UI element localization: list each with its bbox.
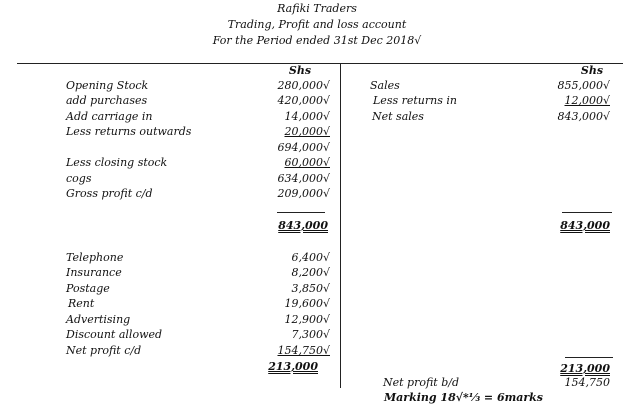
pl-total-left: 213,000 (268, 360, 318, 373)
label-carriage-in: Add carriage in (66, 110, 153, 123)
company-name: Rafiki Traders (277, 2, 357, 15)
trading-total-rule-right (562, 212, 612, 213)
pl-total-right: 213,000 (560, 362, 610, 375)
label-closing-stock: Less closing stock (66, 156, 168, 169)
amount-sales: 855,000√ (557, 79, 610, 92)
label-returns-outwards: Less returns outwards (66, 125, 192, 138)
header-rule (17, 63, 623, 64)
amount-opening-stock: 280,000√ (277, 79, 330, 92)
marking-note: Marking 18√*⅓ = 6marks (384, 391, 544, 404)
amount-purchases: 420,000√ (277, 94, 330, 107)
amount-returns-in: 12,000√ (564, 94, 610, 107)
label-net-profit-cd: Net profit c/d (66, 344, 142, 357)
label-insurance: Insurance (66, 266, 122, 279)
label-purchases: add purchases (66, 94, 148, 107)
column-divider (340, 64, 341, 388)
period-line: For the Period ended 31st Dec 2018√ (212, 34, 422, 47)
amount-cogs: 634,000√ (277, 172, 330, 185)
currency-header-left: Shs (288, 64, 312, 77)
label-rent: Rent (68, 297, 95, 310)
label-opening-stock: Opening Stock (66, 79, 149, 92)
amount-insurance: 8,200√ (291, 266, 330, 279)
pl-total-rule-right (565, 357, 613, 358)
amount-closing-stock: 60,000√ (284, 156, 330, 169)
trading-total-rule-left (277, 212, 325, 213)
label-gross-profit-cd: Gross profit c/d (66, 187, 153, 200)
amount-discount-allowed: 7,300√ (291, 328, 330, 341)
trading-total-right: 843,000 (560, 219, 610, 232)
amount-carriage-in: 14,000√ (284, 110, 330, 123)
amount-advertising: 12,900√ (284, 313, 330, 326)
label-cogs: cogs (66, 172, 92, 185)
amount-telephone: 6,400√ (291, 251, 330, 264)
label-net-sales: Net sales (372, 110, 424, 123)
label-postage: Postage (66, 282, 110, 295)
label-advertising: Advertising (66, 313, 131, 326)
currency-header-right: Shs (580, 64, 604, 77)
amount-postage: 3,850√ (291, 282, 330, 295)
amount-subtotal: 694,000√ (277, 141, 330, 154)
label-sales: Sales (370, 79, 400, 92)
account-title: Trading, Profit and loss account (227, 18, 407, 31)
label-net-profit-bd: Net profit b/d (383, 376, 460, 389)
amount-rent: 19,600√ (284, 297, 330, 310)
amount-returns-outwards: 20,000√ (284, 125, 330, 138)
amount-gross-profit-cd: 209,000√ (277, 187, 330, 200)
label-telephone: Telephone (66, 251, 124, 264)
label-returns-in: Less returns in (373, 94, 457, 107)
trading-total-left: 843,000 (278, 219, 328, 232)
amount-net-profit-bd: 154,750 (564, 376, 610, 389)
amount-net-profit-cd: 154,750√ (277, 344, 330, 357)
label-discount-allowed: Discount allowed (66, 328, 163, 341)
amount-net-sales: 843,000√ (557, 110, 610, 123)
